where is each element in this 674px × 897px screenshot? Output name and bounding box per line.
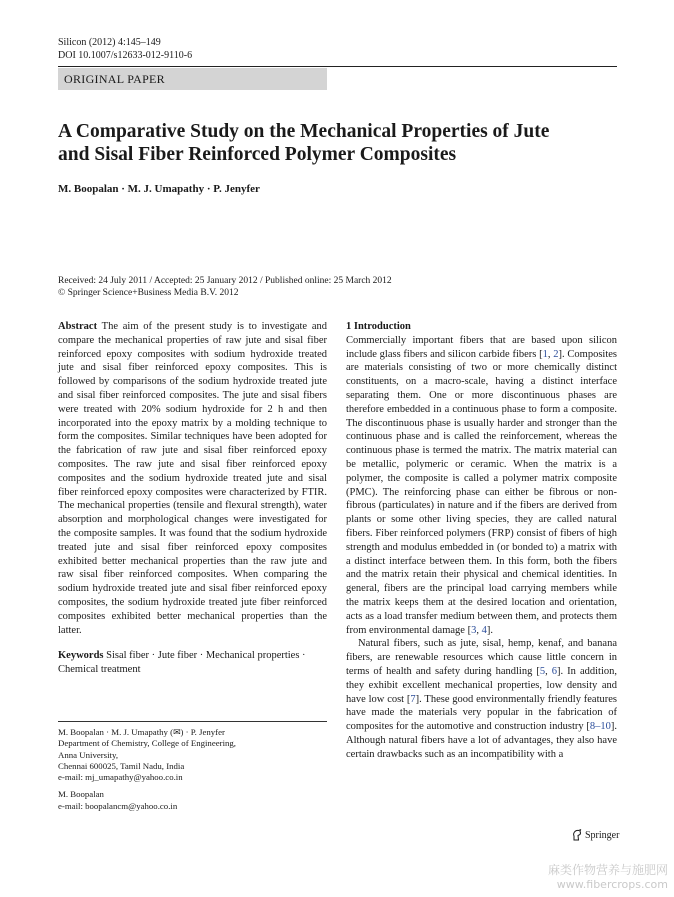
abstract-text: The aim of the present study is to investigate and compare the mechanical properties of raw jute and sisal fiber reinforced epoxy composites with sodium hydroxide treated jute and sisal fiber reinforced epoxy composites. This is followed by comparisons of the sodium hydroxide treated jute and sisal fiber reinforced composites. The jute and sisal fibers were treated with 20% sodium hydroxide for 2 h and then incorporated into the epoxy matrix by a molding technique to form the composites. Similar techniques have been adopted for the fabrication of raw jute and sisal fiber reinforced epoxy composites. The raw jute and sisal fiber reinforced epoxy composites and the sodium hydroxide treated jute and sisal fiber reinforced epoxy composites were characterized by FTIR. The mechanical properties (tensile and flexural strength), water absorption and morphological changes were investigated for the composite samples. It was found that the sodium hydroxide treated jute and sisal fiber reinforced epoxy composites exhibited better mechanical properties than the raw jute and raw sisal fiber reinforced composites. When comparing the sodium hydroxide treated jute and sisal fiber reinforced epoxy composites, the sodium hydroxide treated jute fiber reinforced composites exhibited better mechanical properties than the latter. xyxy=(58,321,327,636)
watermark-line-2: www.fibercrops.com xyxy=(556,878,668,891)
keywords-text: Sisal fiber · Jute fiber · Mechanical properties · Chemical treatment xyxy=(58,650,306,676)
title-line-1: A Comparative Study on the Mechanical Properties of Jute xyxy=(58,121,550,142)
site-watermark xyxy=(548,861,668,891)
keywords xyxy=(58,649,327,677)
footnote-address: Chennai 600025, Tamil Nadu, India xyxy=(58,760,185,771)
citation-link[interactable]: 3 xyxy=(471,624,477,636)
footnote-email-2[interactable]: e-mail: boopalancm@yahoo.co.in xyxy=(58,800,178,811)
abstract-heading: Abstract xyxy=(58,321,98,332)
header-rule xyxy=(58,66,617,67)
article-type-banner xyxy=(58,68,327,90)
copyright-notice: © Springer Science+Business Media B.V. 2012 xyxy=(58,288,239,298)
footnote-author-2: M. Boopalan xyxy=(58,789,104,800)
watermark-line-1: 麻类作物营养与施肥网 xyxy=(547,863,668,877)
introduction-heading: 1 Introduction xyxy=(346,321,411,332)
author-list: M. Boopalan · M. J. Umapathy · P. Jenyfer xyxy=(58,183,260,195)
intro-paragraph-1: Commercially important fibers that are based upon silicon include glass fibers and silicon carbide fibers [1, 2]. Composites are materials consisting of two or more chemically distinct constituents, on a macro-scale, having a distinct interface separating them. One or more discontinuous phases are therefore embedded in a continuous phase to form a composite. The discontinuous phase is usually harder and stronger than the continuous phase and is called the reinforcement, whereas the continuous phase is termed the matrix. The matrix material can be metallic, polymeric or ceramic. When the matrix is a polymer, the composite is called a polymer matrix composite (PMC). The reinforcing phase can either be fibrous or non-fibrous (particulates) in nature and if the fibers are derived from plants or some other living species, they are called natural fibers. Fiber reinforced polymers (FRP) consist of fibers of high strength and modulus embedded in (or bonded to) a matrix with a distinct interface between them. In this form, both the fibers and the matrix retain their physical and chemical identities. In general, fibers are the principal load carrying members while the matrix keeps them at the desired location and orientation, acts as a load transfer medium between them, and protects them from environmental damage [3, 4]. xyxy=(346,334,617,636)
paper-title xyxy=(58,120,618,166)
abstract xyxy=(58,320,327,637)
citation-link[interactable]: 7 xyxy=(410,693,416,705)
article-history xyxy=(58,275,392,299)
springer-horse-icon xyxy=(571,829,582,841)
citation-link[interactable]: 6 xyxy=(551,665,558,677)
journal-header xyxy=(58,37,192,62)
citation-link[interactable]: 2 xyxy=(553,348,559,360)
history-dates: Received: 24 July 2011 / Accepted: 25 January 2012 / Published online: 25 March 2012 xyxy=(58,276,392,286)
citation-link[interactable]: 1 xyxy=(542,348,548,360)
title-line-2: and Sisal Fiber Reinforced Polymer Composites xyxy=(58,144,457,165)
intro-paragraph-2: Natural fibers, such as jute, sisal, hemp, kenaf, and banana fibers, are renewable resources which cause little concern in terms of health and safety during handling [5, 6]. In addition, they exhibit excellent mechanical properties, low density and have low cost [7]. These good environmentally friendly features have made the materials very popular in the fabrication of composites for the automotive and construction industry [8–10]. Although natural fibers have a lot of advantages, they also have certain drawbacks such as an incompatibility with a xyxy=(346,638,618,760)
footnote-university: Anna University, xyxy=(58,749,119,760)
citation-link[interactable]: 8–10 xyxy=(589,721,611,733)
article-type-label: ORIGINAL PAPER xyxy=(64,72,165,86)
publisher-logo xyxy=(571,829,619,841)
publisher-name: Springer xyxy=(585,829,620,841)
footnote-department: Department of Chemistry, College of Engineering, xyxy=(58,738,237,749)
citation-link[interactable]: 5 xyxy=(539,665,546,677)
citation-link[interactable]: 4 xyxy=(481,624,487,636)
journal-citation: Silicon (2012) 4:145–149 xyxy=(58,37,161,48)
keywords-heading: Keywords xyxy=(58,650,104,662)
left-column xyxy=(58,320,327,677)
footnote-rule xyxy=(58,721,327,722)
right-column xyxy=(346,320,617,762)
footnote-email-1[interactable]: e-mail: mj_umapathy@yahoo.co.in xyxy=(58,772,183,783)
footnote-authors: M. Boopalan · M. J. Umapathy (✉) · P. Jenyfer xyxy=(58,727,225,737)
doi: DOI 10.1007/s12633-012-9110-6 xyxy=(58,49,193,61)
author-affiliation-footnote xyxy=(58,727,327,812)
